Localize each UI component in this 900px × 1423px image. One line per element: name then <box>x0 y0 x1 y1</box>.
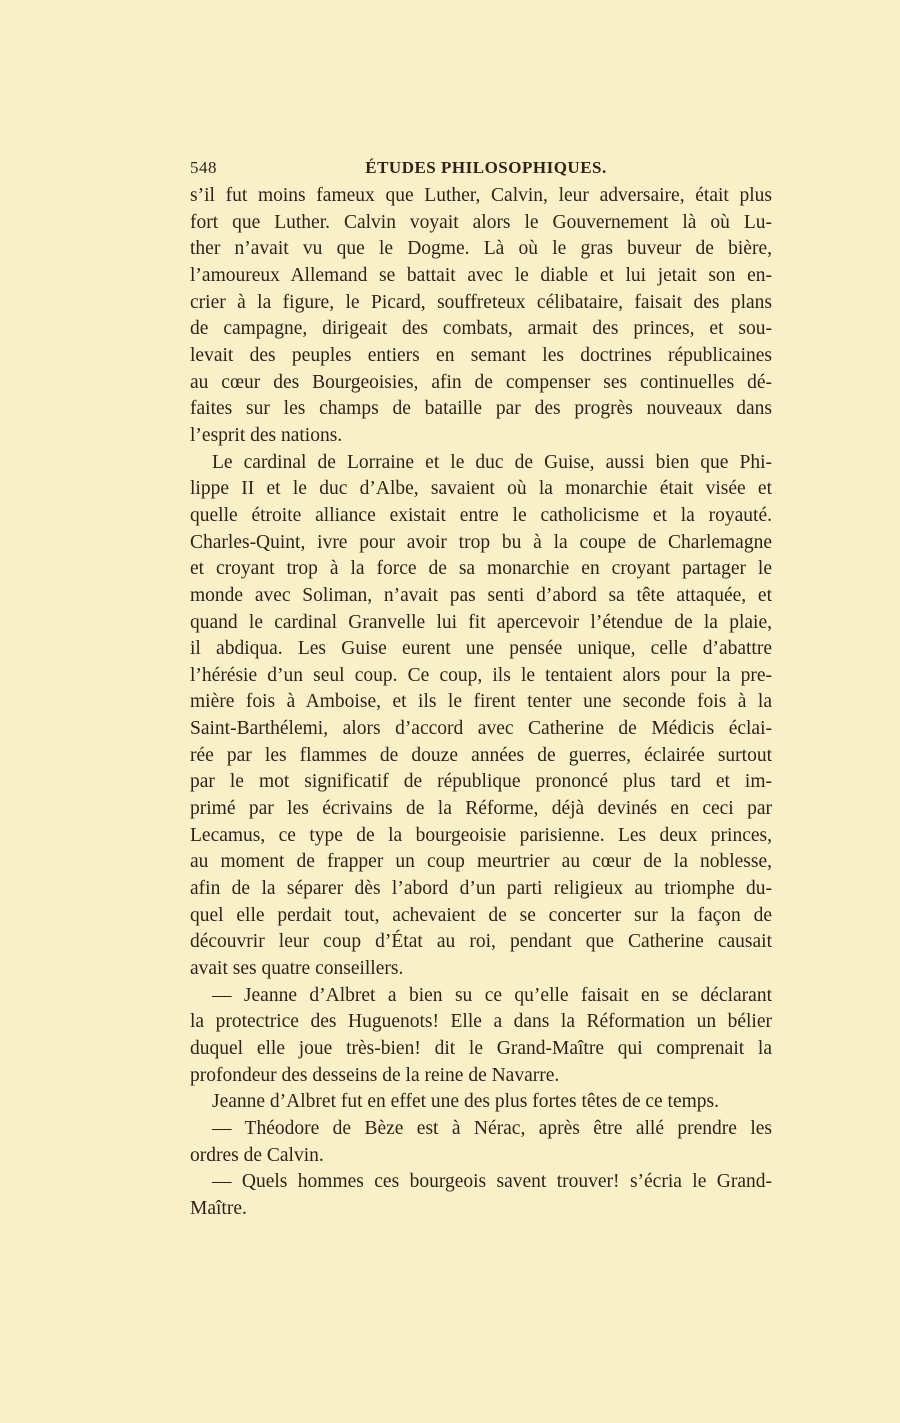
text-line: Jeanne d’Albret fut en effet une des plus fortes têtes de ce temps. <box>212 1091 719 1113</box>
text-line: quelle étroite alliance existait entre le catholicisme et la royauté. <box>190 504 772 526</box>
paragraph <box>190 1116 772 1169</box>
text-line: par le mot significatif de république prononcé plus tard et im- <box>190 771 772 793</box>
text-line: — Théodore de Bèze est à Nérac, après être allé prendre les <box>212 1117 772 1139</box>
text-line: quel elle perdait tout, achevaient de se concerter sur la façon de <box>190 904 772 926</box>
text-line: avait ses quatre conseillers. <box>190 958 404 980</box>
text-line: faites sur les champs de bataille par des progrès nouveaux dans <box>190 398 772 420</box>
text-line: l’hérésie d’un seul coup. Ce coup, ils le tentaient alors pour la pre- <box>190 664 772 686</box>
paragraph <box>190 183 772 450</box>
text-line: — Jeanne d’Albret a bien su ce qu’elle faisait en se déclarant <box>212 984 772 1006</box>
page-number: 548 <box>190 158 217 177</box>
text-line: profondeur des desseins de la reine de Navarre. <box>190 1064 560 1086</box>
text-line: l’esprit des nations. <box>190 424 343 446</box>
text-line: Saint-Barthélemi, alors d’accord avec Catherine de Médicis éclai- <box>190 718 772 740</box>
text-line: levait des peuples entiers en semant les doctrines républicaines <box>190 344 772 366</box>
text-line: de campagne, dirigeait des combats, armait des princes, et sou- <box>190 318 772 340</box>
text-line: monde avec Soliman, n’avait pas senti d’abord sa tête attaquée, et <box>190 584 772 606</box>
text-line: quand le cardinal Granvelle lui fit apercevoir l’étendue de la plaie, <box>190 611 772 633</box>
running-title: ÉTUDES PHILOSOPHIQUES. <box>365 158 607 177</box>
running-header <box>190 158 772 182</box>
text-line: et croyant trop à la force de sa monarchie en croyant partager le <box>190 558 772 580</box>
text-line: crier à la figure, le Picard, souffreteux célibataire, faisait des plans <box>190 291 772 313</box>
text-line: ther n’avait vu que le Dogme. Là où le gras buveur de bière, <box>190 238 772 260</box>
body-text <box>190 183 772 1223</box>
text-line: Le cardinal de Lorraine et le duc de Guise, aussi bien que Phi- <box>212 451 772 473</box>
paragraph <box>190 1089 772 1116</box>
text-line: fort que Luther. Calvin voyait alors le Gouvernement là où Lu- <box>190 211 772 233</box>
text-line: au moment de frapper un coup meurtrier au cœur de la noblesse, <box>190 851 772 873</box>
text-line: afin de la séparer dès l’abord d’un parti religieux au triomphe du- <box>190 878 772 900</box>
text-line: duquel elle joue très-bien! dit le Grand-Maître qui comprenait la <box>190 1038 772 1059</box>
text-line: rée par les flammes de douze années de guerres, éclairée surtout <box>190 744 772 766</box>
paragraph <box>190 983 772 1090</box>
text-line: il abdiqua. Les Guise eurent une pensée unique, celle d’abattre <box>190 638 772 660</box>
text-line: au cœur des Bourgeoisies, afin de compenser ses continuelles dé- <box>190 371 772 393</box>
text-line: — Quels hommes ces bourgeois savent trouver! s’écria le Grand- <box>212 1171 772 1193</box>
text-line: lippe II et le duc d’Albe, savaient où la monarchie était visée et <box>190 478 772 500</box>
text-line: l’amoureux Allemand se battait avec le diable et lui jetait son en- <box>190 264 772 286</box>
text-line: Charles-Quint, ivre pour avoir trop bu à la coupe de Charlemagne <box>190 531 772 553</box>
text-line: la protectrice des Huguenots! Elle a dans la Réformation un bélier <box>190 1011 772 1033</box>
text-line: primé par les écrivains de la Réforme, déjà devinés en ceci par <box>190 798 772 820</box>
paragraph <box>190 450 772 983</box>
text-line: mière fois à Amboise, et ils le firent tenter une seconde fois à la <box>190 691 772 713</box>
paragraph <box>190 1169 772 1222</box>
text-line: découvrir leur coup d’État au roi, pendant que Catherine causait <box>190 931 772 953</box>
text-line: ordres de Calvin. <box>190 1144 324 1166</box>
text-line: Maître. <box>190 1197 247 1219</box>
text-line: Lecamus, ce type de la bourgeoisie parisienne. Les deux princes, <box>190 824 772 846</box>
text-line: s’il fut moins fameux que Luther, Calvin, leur adversaire, était plus <box>190 185 772 206</box>
